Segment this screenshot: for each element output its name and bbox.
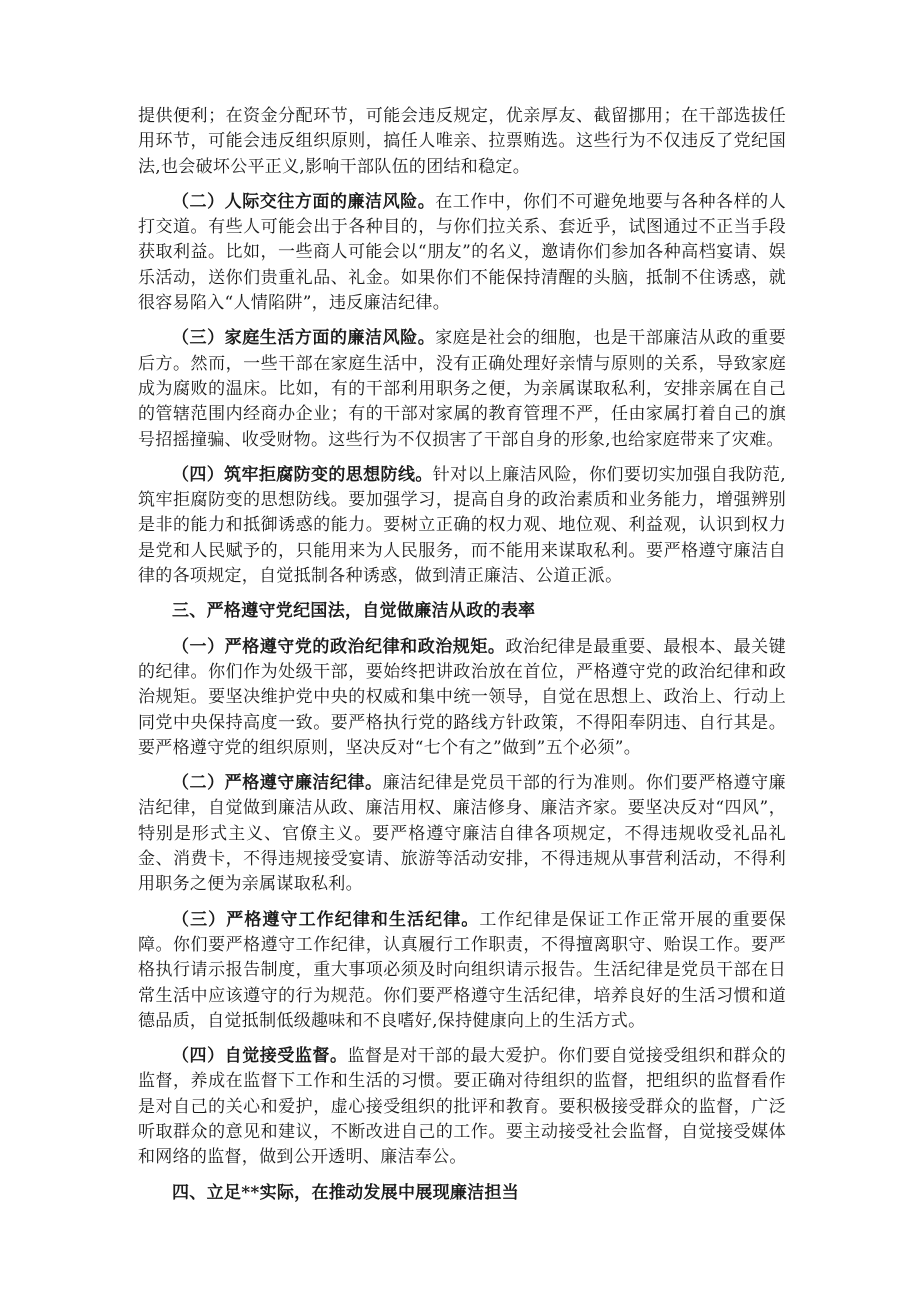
paragraph-6 bbox=[138, 771, 786, 897]
paragraph-text: 工作纪律是保证工作正常开展的重要保障。你们要严格遵守工作纪律，认真履行工作职责，不得擅离职守、贻误工作。要严格执行请示报告制度，重大事项必须及时向组织请示报告。生活纪律是党员干部在日常生活中应该遵守的行为规范。你们要严格遵守生活纪律，培养良好的生活习惯和道德品质，自觉抵制低级趣味和不良嗜好,保持健康向上的生活方式。 bbox=[138, 909, 786, 1031]
paragraph-3 bbox=[138, 326, 786, 452]
paragraph-8 bbox=[138, 1044, 786, 1170]
paragraph-lead: （四）筑牢拒腐防变的思想防线。 bbox=[172, 464, 433, 485]
paragraph-1 bbox=[138, 104, 786, 180]
paragraph-4 bbox=[138, 463, 786, 589]
paragraph-lead: （二）人际交往方面的廉洁风险。 bbox=[172, 191, 436, 212]
paragraph-text: 在工作中，你们不可避免地要与各种各样的人打交道。有些人可能会出于各种目的，与你们拉关系、套近乎，试图通过不正当手段获取利益。比如，一些商人可能会以“朋友”的名义，邀请你们参加各种高档宴请、娱乐活动，送你们贵重礼品、礼金。如果你们不能保持清醒的头脑，抵制不住诱惑，就很容易陷入“人情陷阱”，违反廉洁纪律。 bbox=[138, 191, 786, 314]
section-heading-3: 三、严格遵守党纪国法，自觉做廉洁从政的表率 bbox=[172, 601, 536, 622]
paragraph-lead: （三）家庭生活方面的廉洁风险。 bbox=[172, 328, 436, 349]
paragraph-7 bbox=[138, 908, 786, 1034]
paragraph-text: 针对以上廉洁风险，你们要切实加强自我防范,筑牢拒腐防变的思想防线。要加强学习，提高自身的政治素质和业务能力，增强辨别是非的能力和抵御诱惑的能力。要树立正确的权力观、地位观、利益观，认识到权力是党和人民赋予的，只能用来为人民服务，而不能用来谋取私利。要严格遵守廉洁自律的各项规定，自觉抵制各种诱惑，做到清正廉洁、公道正派。 bbox=[138, 464, 787, 587]
paragraph-2 bbox=[138, 190, 786, 316]
paragraph-text: 监督是对干部的最大爱护。你们要自觉接受组织和群众的监督，养成在监督下工作和生活的习惯。要正确对待组织的监督，把组织的监督看作是对自己的关心和爱护，虚心接受组织的批评和教育。要积极接受群众的监督，广泛听取群众的意见和建议，不断改进自己的工作。要主动接受社会监督，自觉接受媒体和网络的监督，做到公开透明、廉洁奉公。 bbox=[138, 1046, 786, 1168]
paragraph-lead: （二）严格遵守廉洁纪律。 bbox=[172, 773, 383, 794]
section-heading-4: 四、立足**实际，在推动发展中展现廉洁担当 bbox=[172, 1182, 520, 1203]
paragraph-text: 提供便利；在资金分配环节，可能会违反规定，优亲厚友、截留挪用；在干部选拔任用环节，可能会违反组织原则，搞任人唯亲、拉票贿选。这些行为不仅违反了党纪国法,也会破坏公平正义,影响干部队伍的团结和稳定。 bbox=[138, 106, 786, 177]
paragraph-text: 廉洁纪律是党员干部的行为准则。你们要严格遵守廉洁纪律，自觉做到廉洁从政、廉洁用权、廉洁修身、廉洁齐家。要坚决反对“四风”，特别是形式主义、官僚主义。要严格遵守廉洁自律各项规定，不得违规收受礼品礼金、消费卡，不得违规接受宴请、旅游等活动安排，不得违规从事营利活动，不得利用职务之便为亲属谋取私利。 bbox=[138, 773, 786, 895]
paragraph-lead: （三）严格遵守工作纪律和生活纪律。 bbox=[172, 909, 480, 930]
paragraph-lead: （一）严格遵守党的政治纪律和政治规矩。 bbox=[172, 636, 506, 657]
document-body bbox=[138, 104, 786, 1216]
paragraph-lead: （四）自觉接受监督。 bbox=[172, 1046, 348, 1067]
paragraph-text: 政治纪律是最重要、最根本、最关键的纪律。你们作为处级干部，要始终把讲政治放在首位，严格遵守党的政治纪律和政治规矩。要坚决维护党中央的权威和集中统一领导，自觉在思想上、政治上、行动上同党中央保持高度一致。要严格执行党的路线方针政策，不得阳奉阴违、自行其是。要严格遵守党的组织原则，坚决反对“七个有之”做到”五个必须”。 bbox=[138, 636, 786, 758]
paragraph-5 bbox=[138, 635, 786, 761]
paragraph-text: 家庭是社会的细胞，也是干部廉洁从政的重要后方。然而，一些干部在家庭生活中，没有正确处理好亲情与原则的关系，导致家庭成为腐败的温床。比如，有的干部利用职务之便，为亲属谋取私利，安排亲属在自己的管辖范围内经商办企业；有的干部对家属的教育管理不严，任由家属打着自己的旗号招摇撞骗、收受财物。这些行为不仅损害了干部自身的形象,也给家庭带来了灾难。 bbox=[138, 328, 786, 450]
